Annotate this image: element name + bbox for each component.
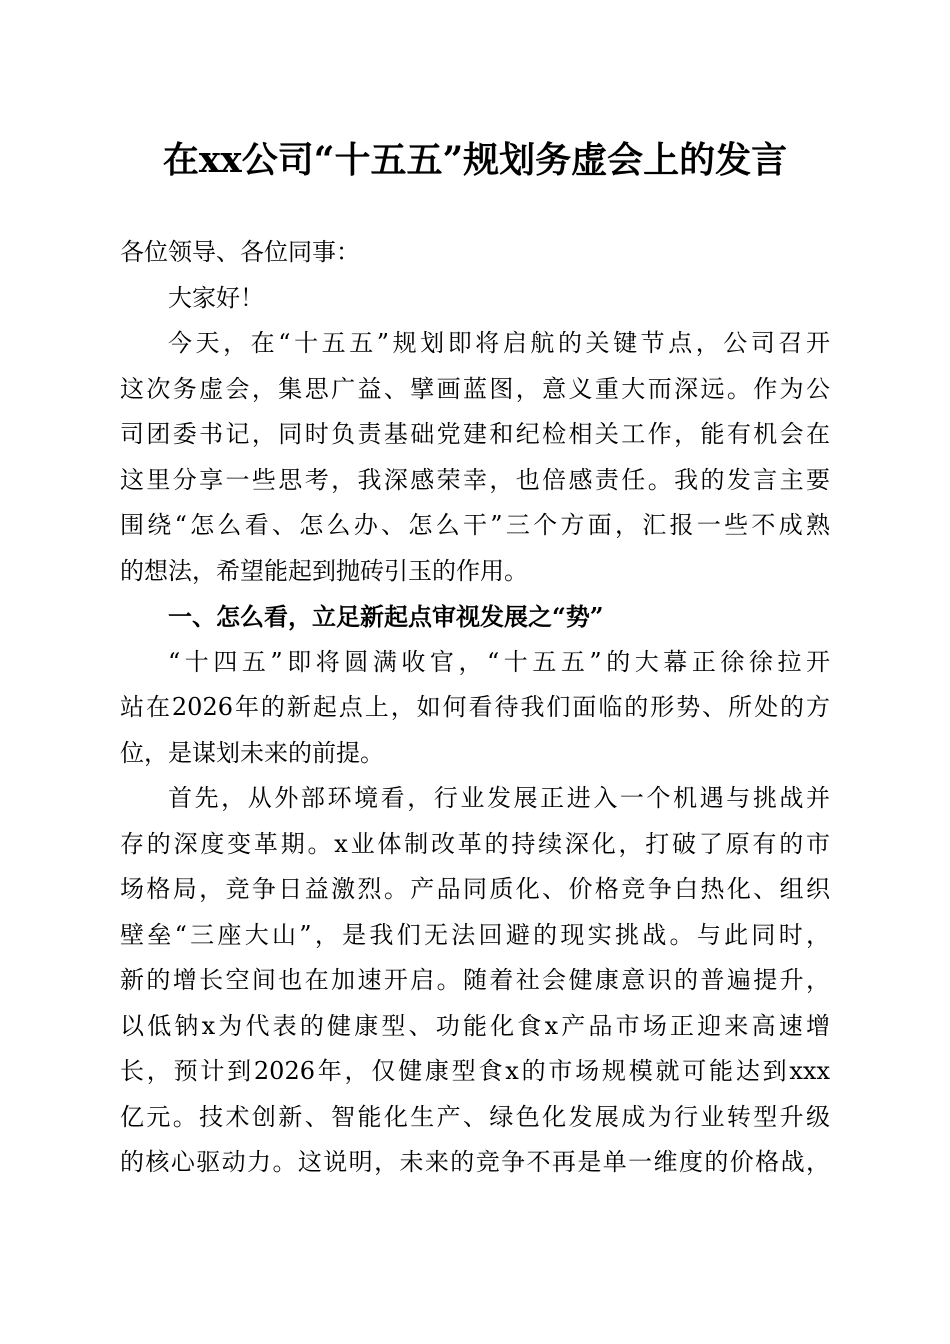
document-body (120, 230, 830, 1186)
paragraph-line: 的想法，希望能起到抛砖引玉的作用。 (120, 556, 528, 585)
paragraph-line: 的核心驱动力。这说明，未来的竞争不再是单一维度的价格战， (120, 1148, 830, 1176)
paragraph-line: 这次务虚会，集思广益、擘画蓝图，意义重大而深远。作为公 (120, 374, 830, 403)
paragraph-line: 围绕“怎么看、怎么办、怎么干”三个方面，汇报一些不成熟 (120, 511, 830, 539)
paragraph-line: 首先，从外部环境看，行业发展正进入一个机遇与挑战并 (168, 784, 830, 812)
paragraph-line: 大家好！ (168, 283, 264, 312)
paragraph-line: 存的深度变革期。x业体制改革的持续深化，打破了原有的市 (120, 829, 830, 858)
paragraph-line: 场格局，竞争日益激烈。产品同质化、价格竞争白热化、组织 (120, 875, 830, 903)
paragraph-line: 站在2026年的新起点上，如何看待我们面临的形势、所处的方 (120, 693, 830, 721)
paragraph-line: 今天，在“十五五”规划即将启航的关键节点，公司召开 (168, 329, 830, 357)
paragraph-line: 这里分享一些思考，我深感荣幸，也倍感责任。我的发言主要 (120, 465, 830, 494)
section-heading: 一、怎么看，立足新起点审视发展之“势” (168, 602, 604, 631)
paragraph-line: “十四五”即将圆满收官，“十五五”的大幕正徐徐拉开 (168, 647, 830, 676)
paragraph-line: 位，是谋划未来的前提。 (120, 738, 384, 767)
paragraph-line: 壁垒“三座大山”，是我们无法回避的现实挑战。与此同时， (120, 920, 830, 949)
paragraph-line: 长，预计到2026年，仅健康型食x的市场规模就可能达到xxx (120, 1057, 830, 1085)
paragraph-line: 各位领导、各位同事： (120, 238, 360, 266)
document-title: 在xx公司“十五五”规划务虚会上的发言 (162, 139, 788, 181)
paragraph-line: 新的增长空间也在加速开启。随着社会健康意识的普遍提升， (120, 966, 830, 994)
paragraph-line: 亿元。技术创新、智能化生产、绿色化发展成为行业转型升级 (120, 1102, 830, 1131)
paragraph-line: 以低钠x为代表的健康型、功能化食x产品市场正迎来高速增 (120, 1011, 830, 1040)
paragraph-line: 司团委书记，同时负责基础党建和纪检相关工作，能有机会在 (120, 420, 830, 448)
